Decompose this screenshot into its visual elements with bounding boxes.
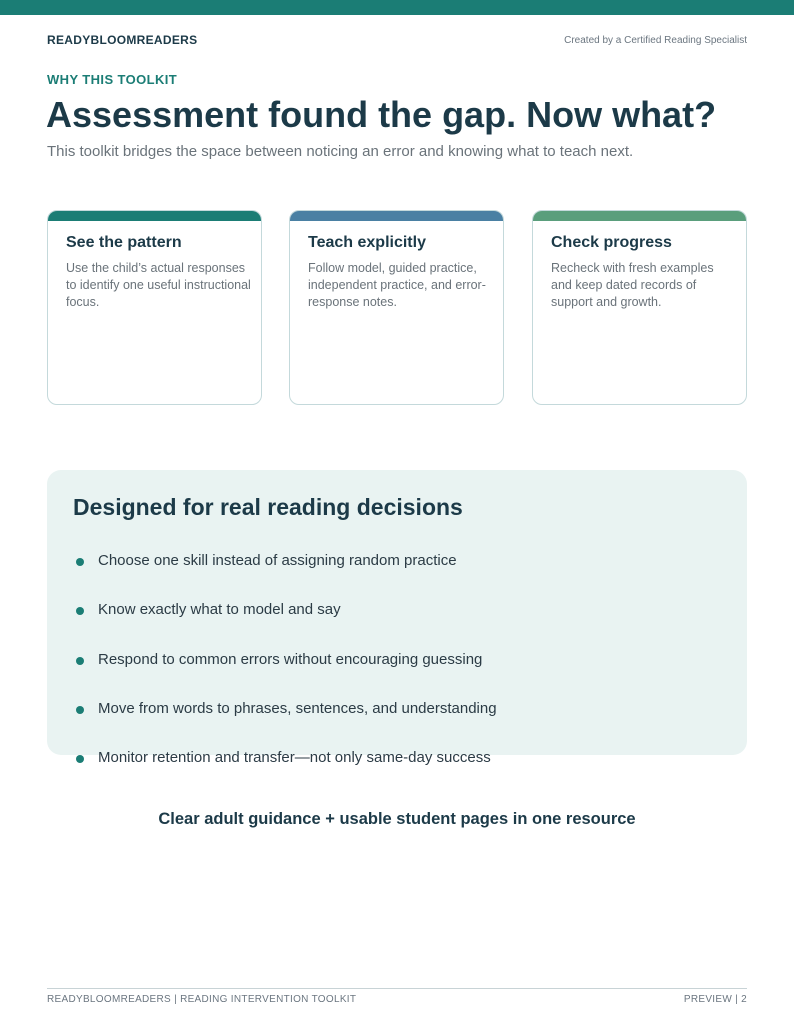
card-accent-band (533, 211, 746, 221)
footer-brand-label: READYBLOOMREADERS | READING INTERVENTION TOOLKIT (47, 994, 357, 1005)
feature-cards (47, 210, 747, 405)
card-body: Recheck with fresh examples and keep dated records of support and growth. (551, 261, 714, 309)
card-title: Check progress (551, 234, 672, 251)
card-title: See the pattern (66, 234, 182, 251)
top-accent-bar (0, 0, 794, 15)
list-item-text: Choose one skill instead of assigning random practice (98, 552, 457, 569)
brand-name: READYBLOOMREADERS (47, 33, 198, 47)
card-accent-band (48, 211, 261, 221)
footer-page-number: PREVIEW | 2 (683, 994, 747, 1005)
list-item-text: Move from words to phrases, sentences, and understanding (98, 699, 497, 717)
list-item (76, 749, 736, 798)
author-credit: Created by a Certified Reading Specialist (564, 35, 747, 46)
feature-card-teach-explicitly (289, 210, 504, 405)
card-accent-band (290, 211, 503, 221)
page-headline: Assessment found the gap. Now what? (46, 94, 717, 135)
list-item (76, 651, 736, 700)
bullet-dot-icon (76, 706, 84, 714)
card-title: Teach explicitly (308, 234, 426, 251)
feature-card-see-pattern (47, 210, 262, 405)
panel-title: Designed for real reading decisions (73, 494, 463, 520)
footer-divider (47, 988, 747, 989)
page-subtitle: This toolkit bridges the space between noticing an error and knowing what to teach next. (47, 143, 634, 160)
bullet-dot-icon (76, 558, 84, 566)
bullet-dot-icon (76, 657, 84, 665)
feature-card-check-progress (532, 210, 747, 405)
resource-callout: Clear adult guidance + usable student pages in one resource (158, 810, 636, 828)
card-body: Follow model, guided practice, independent practice, and error-response notes. (308, 261, 486, 309)
list-item-text: Respond to common errors without encouraging guessing (98, 650, 483, 668)
list-item (76, 552, 736, 601)
card-body: Use the child’s actual responses to identify one useful instructional focus. (66, 261, 251, 309)
benefit-list (76, 552, 736, 798)
section-kicker: WHY THIS TOOLKIT (47, 72, 178, 87)
bullet-dot-icon (76, 607, 84, 615)
list-item-text: Know exactly what to model and say (98, 601, 341, 619)
list-item (76, 601, 736, 650)
page-header (47, 33, 747, 49)
bullet-dot-icon (76, 755, 84, 763)
list-item-text: Monitor retention and transfer—not only same-day success (98, 749, 491, 767)
list-item (76, 700, 736, 749)
